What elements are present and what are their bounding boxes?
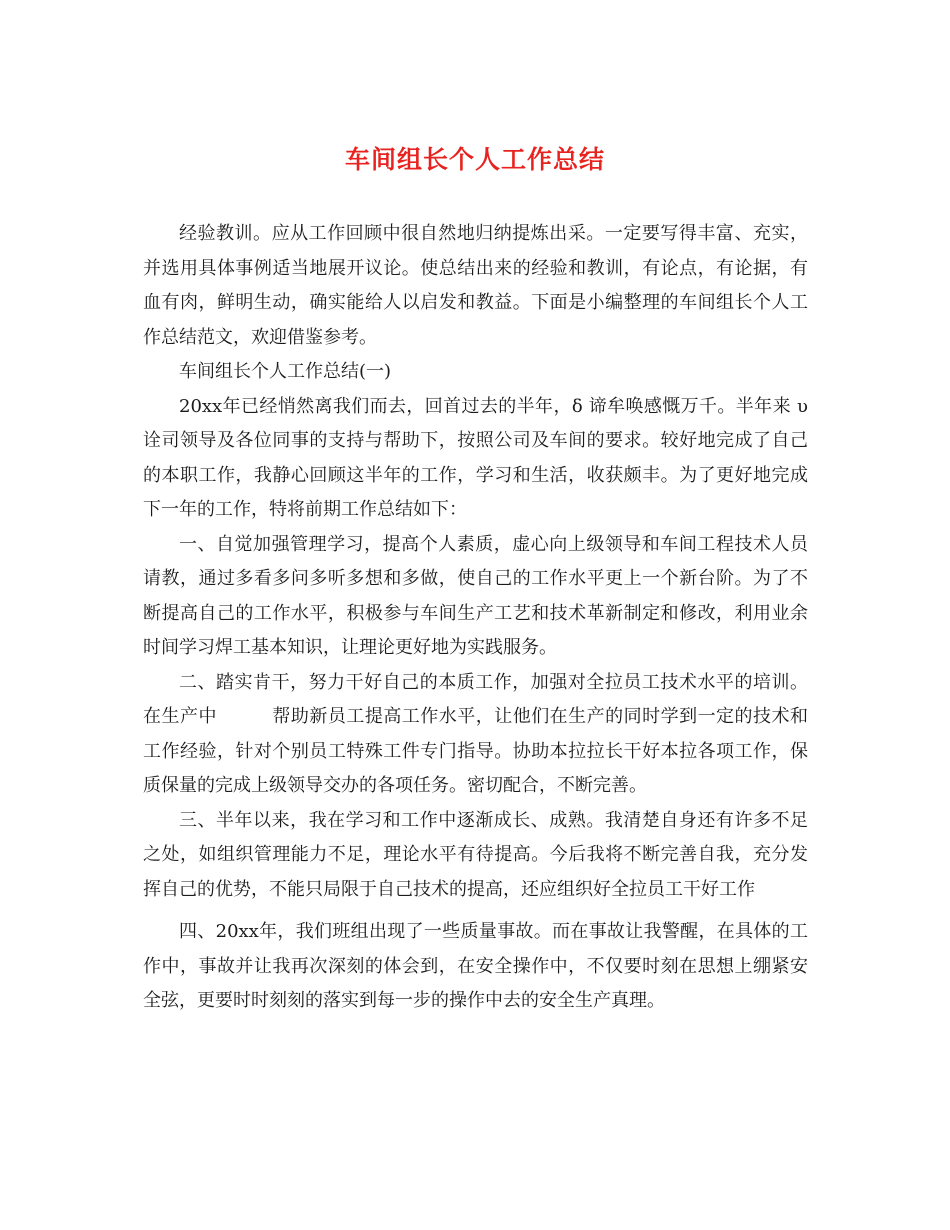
- paragraph-point-1: 一、自觉加强管理学习，提高个人素质，虚心向上级领导和车间工程技术人员请教，通过多看多问多听多想和多做，使自己的工作水平更上一个新台阶。为了不断提高自己的工作水平，积极参与车间生产工艺和技术革新制定和修改，利用业余时间学习焊工基本知识，让理论更好地为实践服务。: [143, 533, 808, 658]
- section-heading: 车间组长个人工作总结(一): [179, 361, 392, 382]
- document-title: 车间组长个人工作总结: [344, 145, 605, 174]
- paragraph-gap: [143, 907, 808, 915]
- paragraph-opening: 20xx年已经悄然离我们而去，回首过去的半年，δ 谛牟唤感慨万千。半年来 υ 诠司领导及各位同事的支持与帮助下，按照公司及车间的要求。较好地完成了自己的本职工作，我静心回顾这半年的工作，学习和生活，收获颇丰。为了更好地完成下一年的工作，特将前期工作总结如下：: [143, 395, 808, 520]
- paragraph-point-4: 四、20xx年，我们班组出现了一些质量事故。而在事故让我警醒，在具体的工作中，事故并让我再次深刻的体会到，在安全操作中，不仅要时刻在思想上绷紧安全弦，更要时时刻刻的落实到每一步的操作中去的安全生产真理。: [143, 921, 808, 1011]
- paragraph-point-2: 二、踏实肯干，努力干好自己的本质工作，加强对全拉员工技术水平的培训。在生产中 帮助新员工提高工作水平，让他们在生产的同时学到一定的技术和工作经验，针对个别员工特殊工件专门指导。协助本拉拉长干好本拉各项工作，保质保量的完成上级领导交办的各项任务。密切配合，不断完善。: [143, 671, 808, 796]
- paragraph-intro: 经验教训。应从工作回顾中很自然地归纳提炼出采。一定要写得丰富、充实，并选用具体事例适当地展开议论。使总结出来的经验和教训，有论点，有论据，有血有肉，鲜明生动，确实能给人以启发和教益。下面是小编整理的车间组长个人工作总结范文，欢迎借鉴参考。: [143, 223, 808, 348]
- paragraph-point-3: 三、半年以来，我在学习和工作中逐渐成长、成熟。我清楚自身还有许多不足之处，如组织管理能力不足，理论水平有待提高。今后我将不断完善自我，充分发挥自己的优势，不能只局限于自己技术的提高，还应组织好全拉员工干好工作: [143, 809, 808, 900]
- document-body: [143, 217, 808, 1019]
